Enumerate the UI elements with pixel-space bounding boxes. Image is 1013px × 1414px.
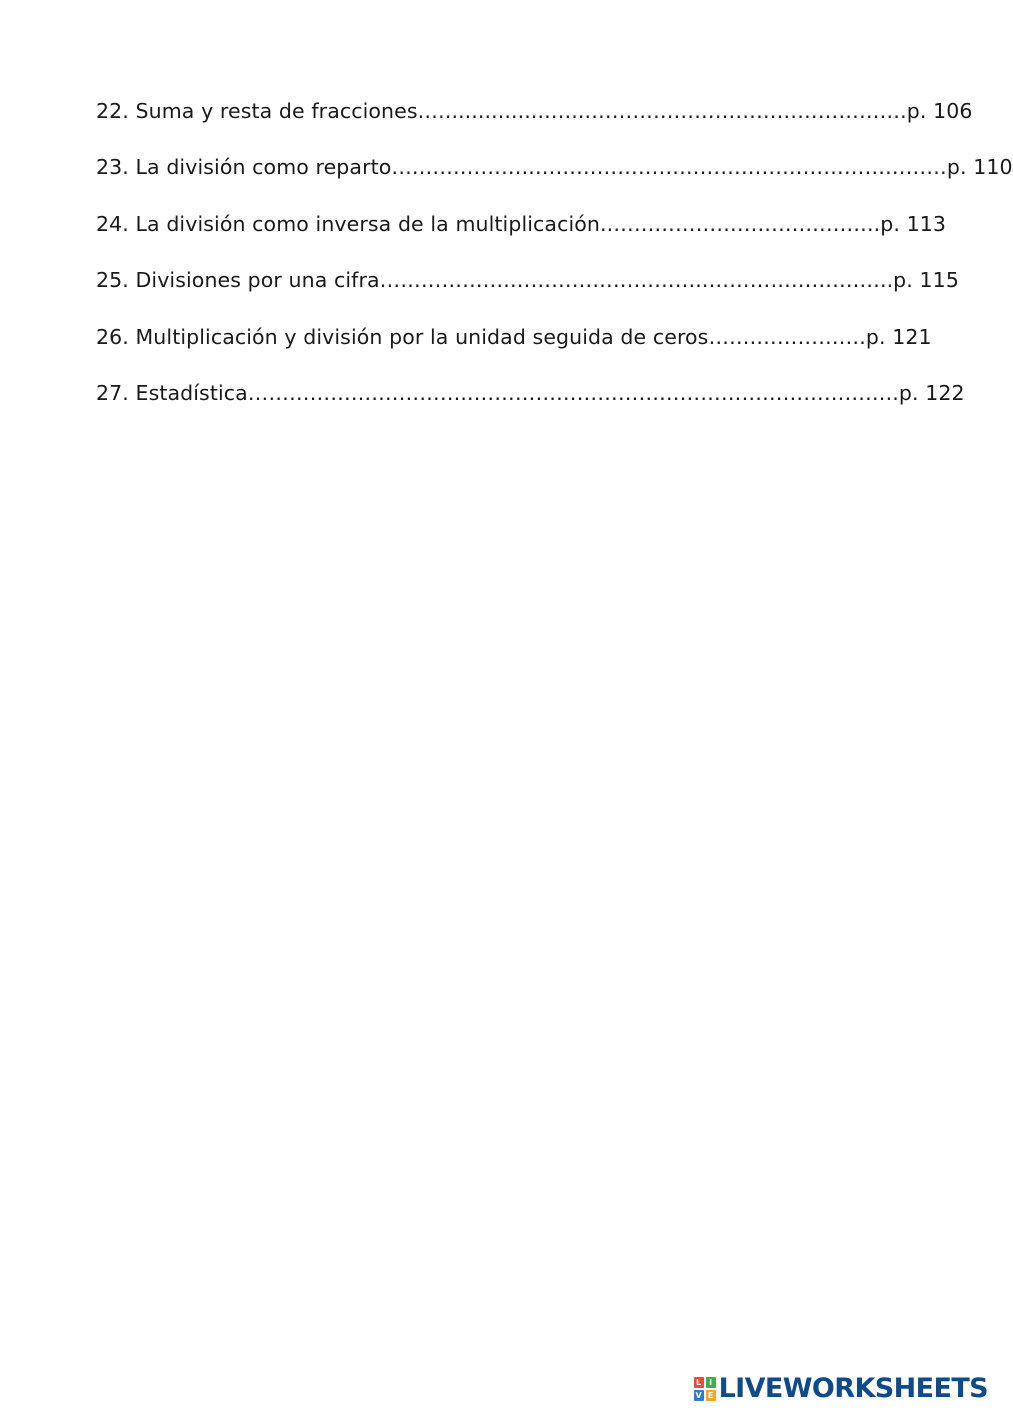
liveworksheets-logo [694, 1374, 988, 1404]
toc-item-27 [96, 376, 965, 432]
toc-item-text: 27. Estadística……………….…………..……………………………………………………..p. 122 [96, 380, 965, 405]
toc-item-text: 24. La división como inversa de la multiplicación..……………………….………..p. 113 [96, 211, 947, 236]
logo-mark-letter-v: V [695, 1391, 702, 1400]
toc-item-text: 25. Divisiones por una cifra……………….………………………..………………….…..p. 115 [96, 268, 959, 293]
logo-mark-letter-i: I [706, 1377, 716, 1388]
table-of-contents [96, 94, 1013, 432]
toc-item-text: 22. Suma y resta de fracciones.…................…...……………………………………….p. 106 [96, 99, 973, 123]
toc-item-22 [96, 94, 973, 150]
toc-item-text: 23. La división como reparto….……………..……………………………………………………p. 110 [96, 155, 1013, 180]
toc-item-text: 26. Multiplicación y división por la unidad seguida de ceros…….…………….p. 121 [96, 324, 932, 349]
logo-text: LIVEWORKSHEETS [718, 1373, 988, 1404]
logo-mark-letter-l: L [694, 1377, 704, 1388]
toc-item-24 [96, 207, 947, 263]
logo-mark-letter-e: E [706, 1390, 716, 1401]
logo-mark-icon [694, 1377, 716, 1401]
toc-item-23 [96, 150, 1013, 206]
toc-item-26 [96, 320, 932, 376]
toc-item-25 [96, 263, 959, 319]
